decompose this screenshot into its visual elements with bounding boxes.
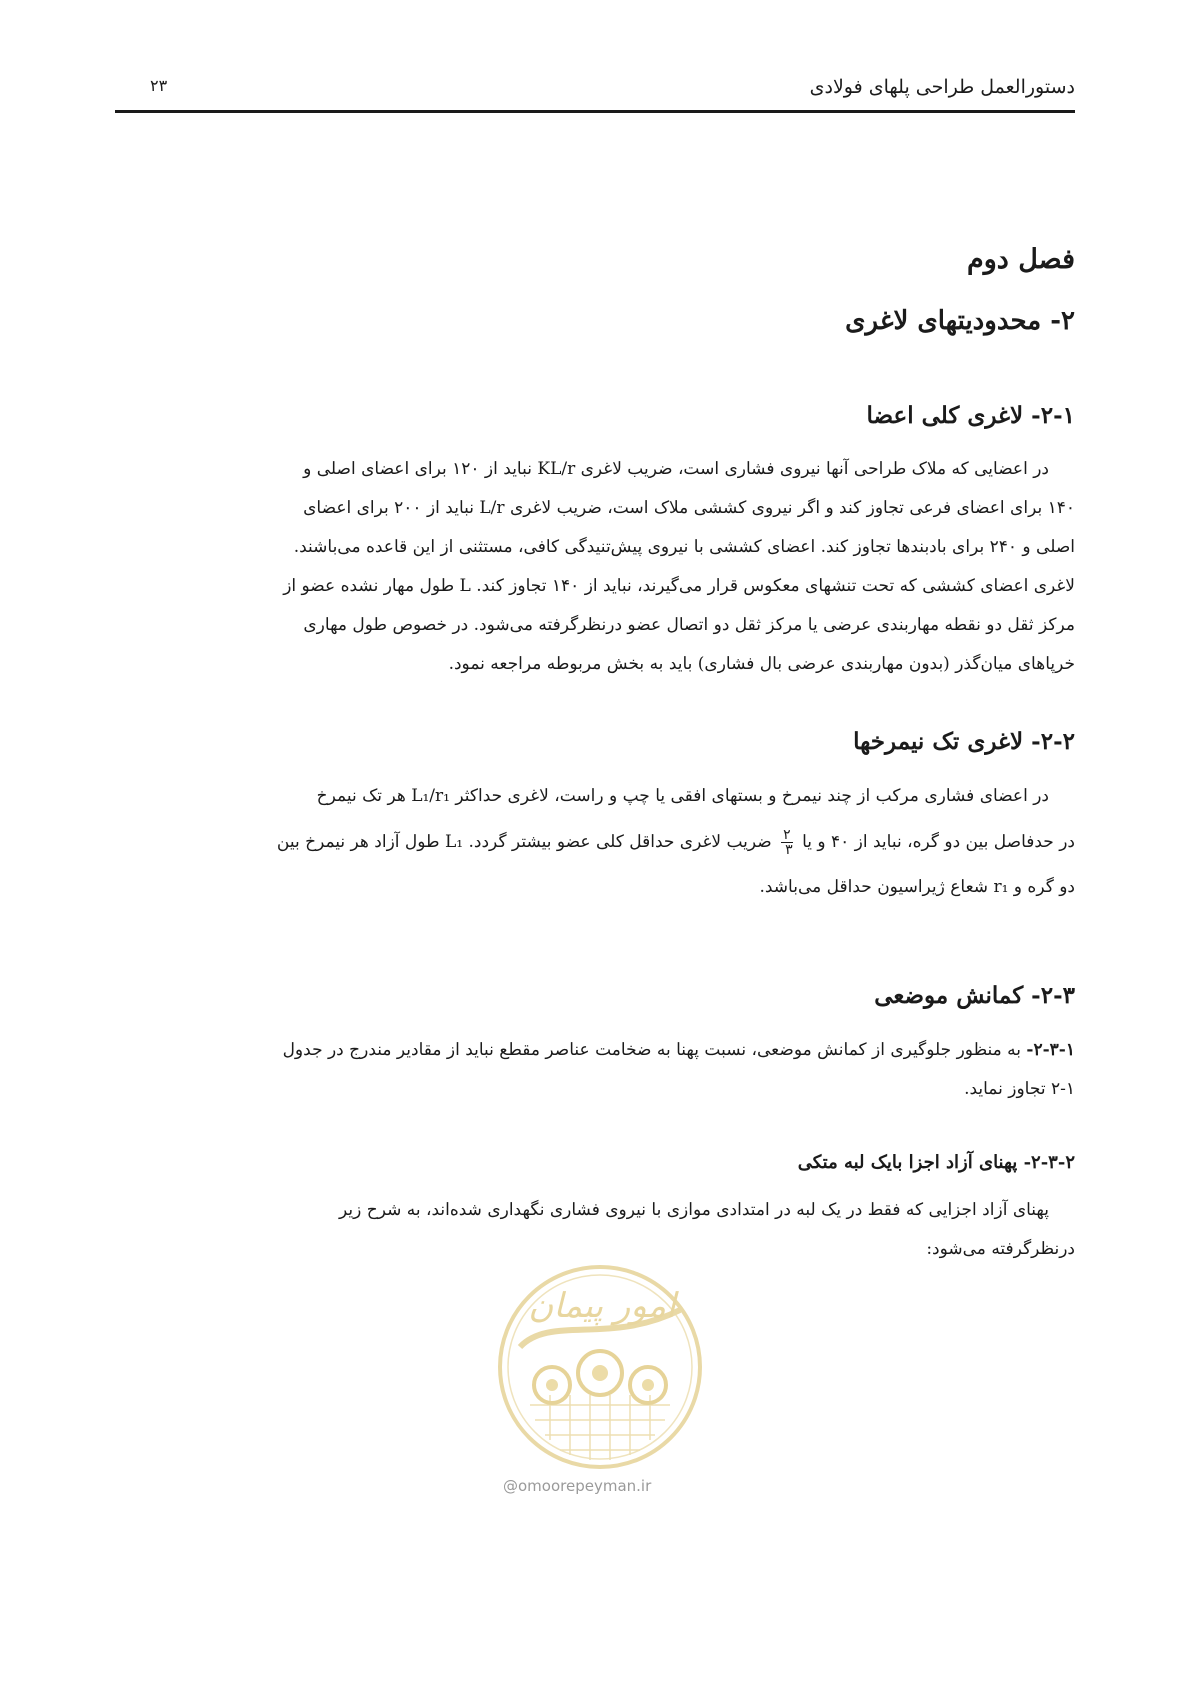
paragraph-line: اصلی و ۲۴۰ برای بادبندها تجاوز کند. اعضای کششی با نیروی پیش‌تنیدگی کافی، مستثنی از این قاعده می‌باشند. [293, 537, 1075, 557]
section-2-2-body [115, 777, 1075, 907]
fraction-numerator: ۲ [783, 827, 791, 843]
paragraph-fragment: ضریب لاغری حداقل کلی عضو بیشتر گردد. L₁ طول آزاد هر نیمرخ بین [276, 832, 772, 852]
paragraph-line: پهنای آزاد اجزایی که فقط در یک لبه در امتدادی موازی با نیروی فشاری نگهداری شده‌اند، به شرح زیر [339, 1200, 1049, 1220]
clause-number: ۲-۳-۱- [1026, 1040, 1075, 1060]
section-heading-2-2: ۲-۲- لاغری تک نیمرخها [853, 728, 1075, 755]
watermark-logo [490, 1255, 710, 1485]
chapter-label: فصل دوم [967, 244, 1075, 275]
header-title: دستورالعمل طراحی پلهای فولادی [809, 76, 1075, 98]
paragraph-line: مرکز ثقل دو نقطه مهاربندی عرضی یا مرکز ثقل دو اتصال عضو درنظرگرفته می‌شود. در خصوص طول مهاری [303, 615, 1075, 635]
paragraph-line: ۱۴۰ برای اعضای فرعی تجاوز کند و اگر نیروی کششی ملاک است، ضریب لاغری L/r نباید از ۲۰۰ برای اعضای [303, 498, 1075, 518]
page-number: ۲۳ [150, 76, 168, 95]
paragraph-line: ۲-۱ تجاوز نماید. [964, 1079, 1075, 1099]
paragraph-fragment: به منظور جلوگیری از کمانش موضعی، نسبت پهنا به ضخامت عناصر مقطع نباید از مقادیر مندرج در جدول [282, 1040, 1022, 1060]
paragraph-fragment: در حدفاصل بین دو گره، نباید از ۴۰ و یا [802, 832, 1075, 852]
section-2-3-1-body [115, 1031, 1075, 1109]
section-heading-2-1: ۲-۱- لاغری کلی اعضا [866, 402, 1075, 429]
watermark-logo-text: امور پیمان [528, 1286, 676, 1326]
subsection-heading-2-3-2: ۲-۳-۲- پهنای آزاد اجزا بایک لبه متکی [797, 1152, 1075, 1173]
paragraph-line-with-fraction [115, 816, 1075, 868]
section-heading-2-3: ۲-۳- کمانش موضعی [874, 982, 1075, 1009]
paragraph-line: در اعضای فشاری مرکب از چند نیمرخ و بستهای افقی یا چپ و راست، لاغری حداکثر L₁/r₁ هر تک نیمرخ [316, 786, 1049, 806]
paragraph-line: درنظرگرفته می‌شود: [926, 1239, 1075, 1259]
paragraph-line: دو گره و r₁ شعاع ژیراسیون حداقل می‌باشد. [759, 877, 1075, 897]
paragraph-line: لاغری اعضای کششی که تحت تنشهای معکوس قرار می‌گیرند، نباید از ۱۴۰ تجاوز کند. L طول مهار نشده عضو از [283, 576, 1075, 596]
section-2-1-body [115, 450, 1075, 684]
paragraph-line [115, 1031, 1075, 1070]
paragraph-line: خرپاهای میان‌گذر (بدون مهاربندی عرضی بال فشاری) باید به بخش مربوطه مراجعه نمود. [448, 654, 1075, 674]
fraction [781, 828, 793, 857]
fraction-denominator: ۳ [785, 842, 793, 858]
watermark-site: @omoorepeyman.ir [503, 1477, 652, 1495]
chapter-title: ۲- محدودیتهای لاغری [845, 306, 1075, 336]
page-header [115, 70, 1075, 113]
paragraph-line: در اعضایی که ملاک طراحی آنها نیروی فشاری است، ضریب لاغری KL/r نباید از ۱۲۰ برای اعضای اصلی و [303, 459, 1049, 479]
